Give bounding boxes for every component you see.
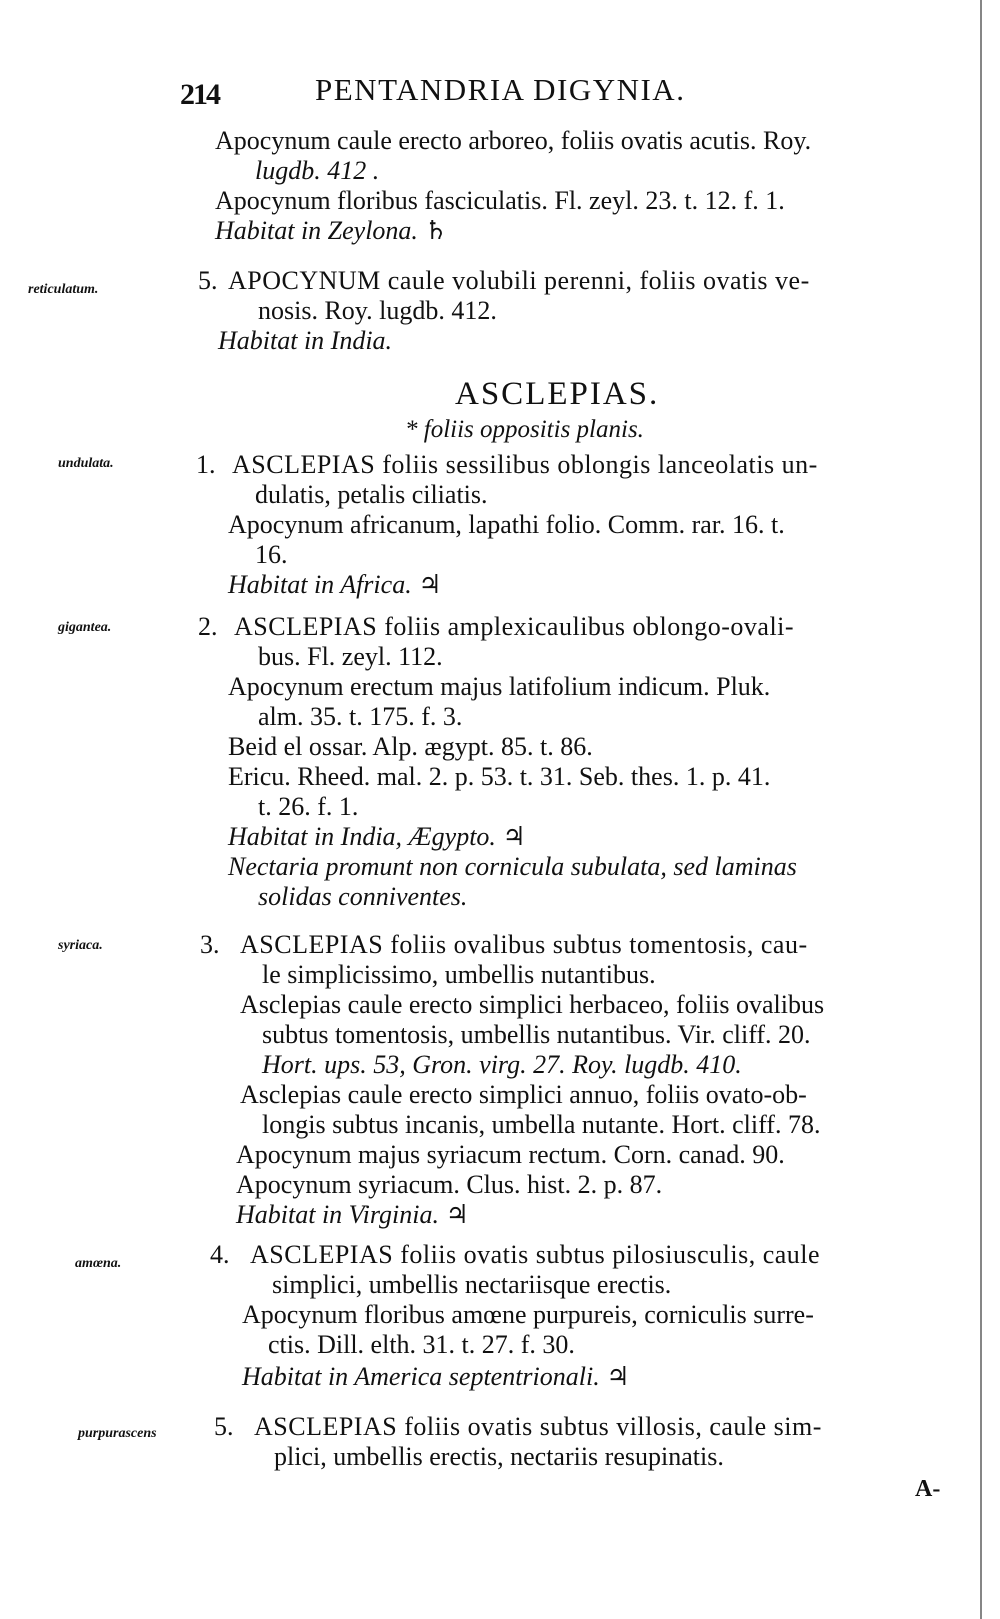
apocynum-habitat: Habitat in Zeylona. ♄ [215, 216, 448, 245]
species-2-line-4: alm. 35. t. 175. f. 3. [258, 702, 463, 731]
species-4-line-2: simplici, umbellis nectariisque erectis. [272, 1270, 672, 1299]
species-4-habitat: Habitat in America septentrionali. ♃ [242, 1362, 630, 1391]
reticulatum-line-1: APOCYNUM caule volubili perenni, foliis ovatis ve- [228, 266, 810, 295]
species-2-note-1: Nectaria promunt non cornicula subulata, sed laminas [228, 852, 797, 881]
species-3-habitat: Habitat in Virginia. ♃ [236, 1200, 469, 1229]
species-2-line-1: ASCLEPIAS foliis amplexicaulibus oblongo-ovali- [234, 612, 795, 641]
margin-name-amoena: amœna. [75, 1256, 122, 1271]
species-3-line-4: subtus tomentosis, umbellis nutantibus. Vir. cliff. 20. [262, 1020, 811, 1049]
species-number: 3. [200, 930, 220, 959]
species-2-line-2: bus. Fl. zeyl. 112. [258, 642, 443, 671]
species-3-line-3: Asclepias caule erecto simplici herbaceo, foliis ovalibus [240, 990, 825, 1019]
species-5-line-2: plici, umbellis erectis, nectariis resupinatis. [274, 1442, 724, 1471]
species-number: 5. [198, 266, 218, 295]
species-2-habitat: Habitat in India, Ægypto. ♃ [228, 822, 526, 851]
reticulatum-line-2: nosis. Roy. lugdb. 412. [258, 296, 497, 325]
page-number: 214 [180, 78, 219, 111]
species-3-line-7: longis subtus incanis, umbella nutante. Hort. cliff. 78. [262, 1110, 821, 1139]
species-number: 1. [196, 450, 216, 479]
margin-name-gigantea: gigantea. [58, 620, 112, 635]
genus-heading: ASCLEPIAS. [455, 376, 660, 412]
species-4-line-4: ctis. Dill. elth. 31. t. 27. f. 30. [268, 1330, 575, 1359]
species-1-line-3: Apocynum africanum, lapathi folio. Comm. rar. 16. t. [228, 510, 785, 539]
species-3-line-8: Apocynum majus syriacum rectum. Corn. canad. 90. [236, 1140, 785, 1169]
reticulatum-habitat: Habitat in India. [218, 326, 393, 355]
species-4-line-1: ASCLEPIAS foliis ovatis subtus pilosiusculis, caule [250, 1240, 821, 1269]
margin-name-reticulatum: reticulatum. [28, 282, 99, 297]
species-4-line-3: Apocynum floribus amœne purpureis, corniculis surre- [242, 1300, 814, 1329]
species-3-line-2: le simplicissimo, umbellis nutantibus. [262, 960, 656, 989]
species-3-line-9: Apocynum syriacum. Clus. hist. 2. p. 87. [236, 1170, 663, 1199]
margin-name-purpurascens: purpurascens [78, 1426, 157, 1441]
species-number: 5. [214, 1412, 234, 1441]
apocynum-line-1: Apocynum caule erecto arboreo, foliis ovatis acutis. Roy. [215, 126, 812, 155]
species-number: 2. [198, 612, 218, 641]
species-3-line-6: Asclepias caule erecto simplici annuo, foliis ovato-ob- [240, 1080, 807, 1109]
species-2-line-6: Ericu. Rheed. mal. 2. p. 53. t. 31. Seb. thes. 1. p. 41. [228, 762, 771, 791]
species-2-line-7: t. 26. f. 1. [258, 792, 359, 821]
species-1-line-4: 16. [255, 540, 288, 569]
species-1-line-2: dulatis, petalis ciliatis. [255, 480, 488, 509]
margin-name-syriaca: syriaca. [58, 938, 103, 953]
species-1-line-1: ASCLEPIAS foliis sessilibus oblongis lanceolatis un- [232, 450, 818, 479]
running-title: PENTANDRIA DIGYNIA. [315, 72, 686, 107]
species-2-line-3: Apocynum erectum majus latifolium indicum. Pluk. [228, 672, 771, 701]
species-3-line-5: Hort. ups. 53, Gron. virg. 27. Roy. lugdb. 410. [262, 1050, 742, 1079]
page-edge-shadow [980, 0, 982, 1619]
species-5-line-1: ASCLEPIAS foliis ovatis subtus villosis, caule sim- [254, 1412, 822, 1441]
catchword: A- [915, 1476, 941, 1502]
apocynum-line-2: lugdb. 412 . [255, 156, 380, 185]
species-1-habitat: Habitat in Africa. ♃ [228, 570, 442, 599]
species-3-line-1: ASCLEPIAS foliis ovalibus subtus tomentosis, cau- [240, 930, 808, 959]
section-heading: * foliis oppositis planis. [405, 416, 644, 443]
apocynum-line-3: Apocynum floribus fasciculatis. Fl. zeyl. 23. t. 12. f. 1. [215, 186, 785, 215]
species-number: 4. [210, 1240, 230, 1269]
species-2-line-5: Beid el ossar. Alp. ægypt. 85. t. 86. [228, 732, 593, 761]
margin-name-undulata: undulata. [58, 456, 114, 471]
page-header [180, 70, 820, 110]
species-2-note-2: solidas conniventes. [258, 882, 468, 911]
